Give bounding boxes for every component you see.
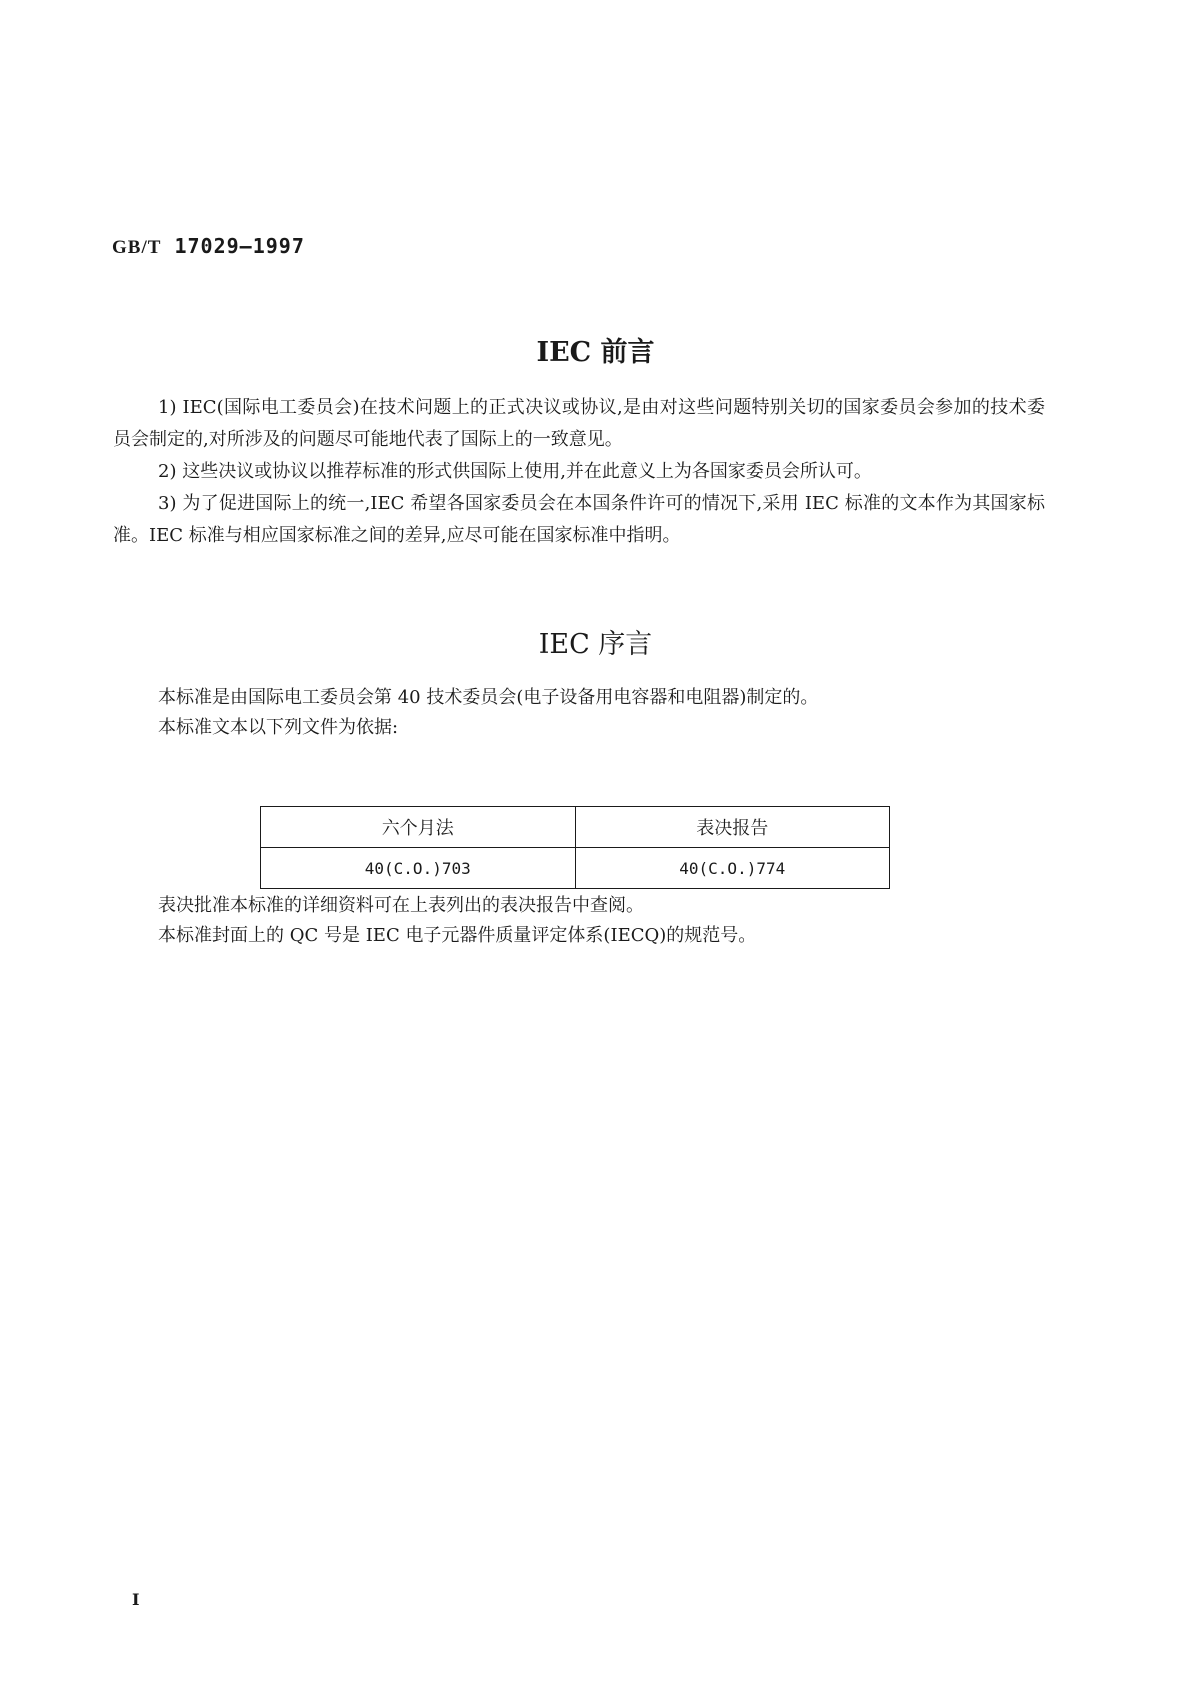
table-header-row bbox=[261, 807, 890, 848]
foreword-item-2-text: 2) 这些决议或协议以推荐标准的形式供国际上使用,并在此意义上为各国家委员会所认可。 bbox=[158, 461, 872, 482]
foreword-title: IEC 前言 bbox=[536, 337, 655, 368]
preface-intro-1: 本标准是由国际电工委员会第 40 技术委员会(电子设备用电容器和电阻器)制定的。 bbox=[158, 687, 819, 708]
foreword-item-1-text: 1) IEC(国际电工委员会)在技术问题上的正式决议或协议,是由对这些问题特别关切的国家委员会参加的技术委员会制定的,对所涉及的问题尽可能地代表了国际上的一致意见。 bbox=[113, 397, 1045, 450]
table-header-cell: 六个月法 bbox=[261, 807, 576, 848]
foreword-item-1 bbox=[113, 392, 1045, 456]
page-number: I bbox=[132, 1590, 140, 1609]
document-prefix: GB/T bbox=[112, 237, 162, 258]
foreword-item-2 bbox=[113, 456, 1045, 488]
table-cell: 40(C.O.)703 bbox=[261, 848, 576, 889]
preface-outro-1: 表决批准本标准的详细资料可在上表列出的表决报告中查阅。 bbox=[158, 895, 644, 916]
preface-title: IEC 序言 bbox=[538, 629, 653, 660]
table-header-cell: 表决报告 bbox=[575, 807, 890, 848]
table-cell: 40(C.O.)774 bbox=[575, 848, 890, 889]
preface-outro-2: 本标准封面上的 QC 号是 IEC 电子元器件质量评定体系(IECQ)的规范号。 bbox=[158, 925, 757, 946]
preface-intro-2: 本标准文本以下列文件为依据: bbox=[158, 717, 399, 738]
foreword-item-3 bbox=[113, 488, 1045, 552]
document-code: 17029—1997 bbox=[174, 234, 305, 258]
table-row bbox=[261, 848, 890, 889]
document-number bbox=[112, 234, 305, 259]
foreword-item-3-text: 3) 为了促进国际上的统一,IEC 希望各国家委员会在本国条件许可的情况下,采用 IEC 标准的文本作为其国家标准。IEC 标准与相应国家标准之间的差异,应尽可能在国家标准中指明。 bbox=[113, 493, 1045, 546]
voting-documents-table bbox=[260, 806, 890, 889]
